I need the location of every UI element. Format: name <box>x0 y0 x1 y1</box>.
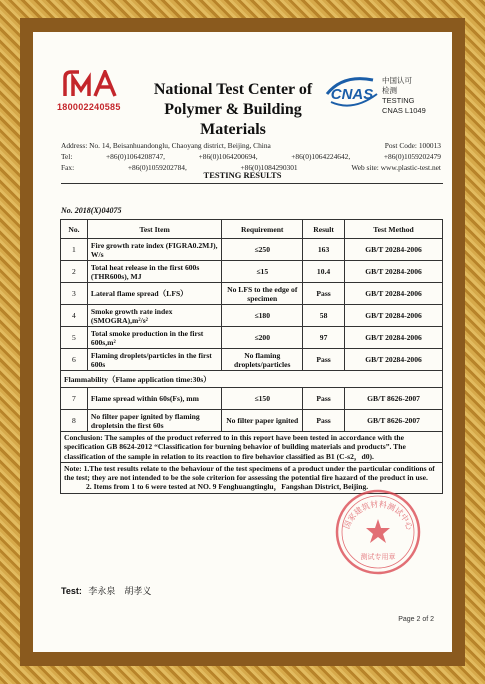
svg-text:CNAS: CNAS <box>330 86 374 103</box>
row-result: Pass <box>303 388 345 410</box>
table-row <box>61 388 443 410</box>
tel-4: +86(0)1059202479 <box>383 152 441 161</box>
fax-1: +86(0)1059202784, <box>127 163 187 172</box>
header-divider <box>61 183 443 184</box>
row-result: 10.4 <box>303 261 345 283</box>
header <box>33 32 452 138</box>
organization-name <box>143 80 323 140</box>
document-number: No. 2018(X)04075 <box>61 206 122 215</box>
row-no: 1 <box>61 239 88 261</box>
row-item: Flame spread within 60s(Fs), mm <box>87 388 222 410</box>
svg-text:国家建筑材料测试中心: 国家建筑材料测试中心 <box>342 499 415 532</box>
row-requirement: ≤150 <box>222 388 303 410</box>
row-requirement: ≤180 <box>222 305 303 327</box>
tel-2: +86(0)1064200694, <box>198 152 258 161</box>
row-requirement: ≤200 <box>222 327 303 349</box>
section-row <box>61 371 443 388</box>
note-2: 2. Items from 1 to 6 were tested at NO. 9 Fenghuangtinglu，Fangshan District, Beijing. <box>86 482 369 492</box>
address: Address: No. 14, Beisanhuandonglu, Chaoyang district, Beijing, China <box>61 141 271 150</box>
row-no: 6 <box>61 349 88 371</box>
row-item: Total heat release in the first 600s (THR600s), MJ <box>87 261 222 283</box>
conclusion-text: Conclusion: The samples of the product referred to in this report have been tested in accordance with the specification GB 8624-2012 “Classification for burning behavior of building materials and products”. The classification of the sample in relation to its reaction to fire behavior classified as B1 (C-s2，d0). <box>61 432 443 463</box>
note-1: Note: 1.The test results relate to the behaviour of the test specimens of a product under the particular conditions of the test; they are not intended to be the sole criterion for assessing the potential fire hazard of the product in use. <box>64 463 435 483</box>
row-no: 7 <box>61 388 88 410</box>
row-method: GB/T 8626-2007 <box>345 388 443 410</box>
col-header-result: Result <box>303 220 345 239</box>
row-item: Lateral flame spread（LFS） <box>87 283 222 305</box>
row-result: 163 <box>303 239 345 261</box>
section-flammability: Flammability（Flame application time:30s） <box>61 371 443 388</box>
fax-label: Fax: <box>61 163 75 172</box>
row-item: Smoke growth rate index (SMOGRA),m²/s² <box>87 305 222 327</box>
table-row <box>61 283 443 305</box>
page-number: Page 2 of 2 <box>398 616 434 623</box>
table-row <box>61 327 443 349</box>
tester-line <box>61 584 151 597</box>
row-method: GB/T 20284-2006 <box>345 283 443 305</box>
col-header-no: No. <box>61 220 88 239</box>
row-requirement: No filter paper ignited <box>222 410 303 432</box>
org-line-1: National Test Center of <box>153 81 313 98</box>
tel-1: +86(0)1064208747, <box>106 152 165 161</box>
table-header-row <box>61 220 443 239</box>
tel-row <box>61 151 441 162</box>
row-method: GB/T 20284-2006 <box>345 305 443 327</box>
address-row <box>61 140 441 151</box>
post-code: Post Code: 100013 <box>384 141 441 150</box>
table-row <box>61 239 443 261</box>
table-row <box>61 261 443 283</box>
org-line-2: Polymer & Building Materials <box>164 101 302 138</box>
row-method: GB/T 20284-2006 <box>345 327 443 349</box>
contact-block <box>61 140 441 173</box>
col-header-requirement: Requirement <box>222 220 303 239</box>
cma-number: 180002240585 <box>57 102 121 112</box>
cnas-accreditation-text <box>382 76 426 116</box>
fax-2: +86(0)1084290301 <box>240 163 298 172</box>
row-item: Flaming droplets/particles in the first 600s <box>87 349 222 371</box>
cnas-cn-line-2: 检测 <box>382 86 397 95</box>
row-no: 4 <box>61 305 88 327</box>
col-header-method: Test Method <box>345 220 443 239</box>
official-seal-icon <box>333 487 423 577</box>
cnas-en: TESTING <box>382 96 415 105</box>
row-method: GB/T 20284-2006 <box>345 261 443 283</box>
row-requirement: ≤250 <box>222 239 303 261</box>
row-result: 97 <box>303 327 345 349</box>
row-method: GB/T 20284-2006 <box>345 349 443 371</box>
svg-text:测试专用章: 测试专用章 <box>360 553 396 561</box>
row-item: Fire growth rate index (FIGRA0.2MJ), W/s <box>87 239 222 261</box>
tester-names: 李永泉 胡孝义 <box>88 587 152 597</box>
row-requirement: No flaming droplets/particles <box>222 349 303 371</box>
row-no: 5 <box>61 327 88 349</box>
cma-logo-icon <box>61 70 123 98</box>
table-row <box>61 305 443 327</box>
row-method: GB/T 8626-2007 <box>345 410 443 432</box>
results-table <box>60 219 443 494</box>
conclusion-row <box>61 432 443 463</box>
row-no: 8 <box>61 410 88 432</box>
row-requirement: No LFS to the edge of specimen <box>222 283 303 305</box>
row-result: Pass <box>303 283 345 305</box>
row-result: Pass <box>303 410 345 432</box>
table-row <box>61 410 443 432</box>
table-row <box>61 349 443 371</box>
cnas-cn-line-1: 中国认可 <box>382 76 412 85</box>
row-no: 2 <box>61 261 88 283</box>
row-item: Total smoke production in the first 600s,m² <box>87 327 222 349</box>
row-method: GB/T 20284-2006 <box>345 239 443 261</box>
row-requirement: ≤15 <box>222 261 303 283</box>
certificate-paper <box>33 32 452 652</box>
report-title: TESTING RESULTS <box>203 170 282 180</box>
cnas-id: CNAS L1049 <box>382 106 426 115</box>
row-result: 58 <box>303 305 345 327</box>
website: Web site: www.plastic-test.net <box>351 163 441 172</box>
cnas-logo-icon <box>323 72 381 112</box>
tester-label: Test: <box>61 586 82 596</box>
row-no: 3 <box>61 283 88 305</box>
tel-label: Tel: <box>61 152 73 161</box>
tel-3: +86(0)1064224642, <box>291 152 351 161</box>
col-header-item: Test Item <box>87 220 222 239</box>
row-item: No filter paper ignited by flaming dropletsin the first 60s <box>87 410 222 432</box>
row-result: Pass <box>303 349 345 371</box>
